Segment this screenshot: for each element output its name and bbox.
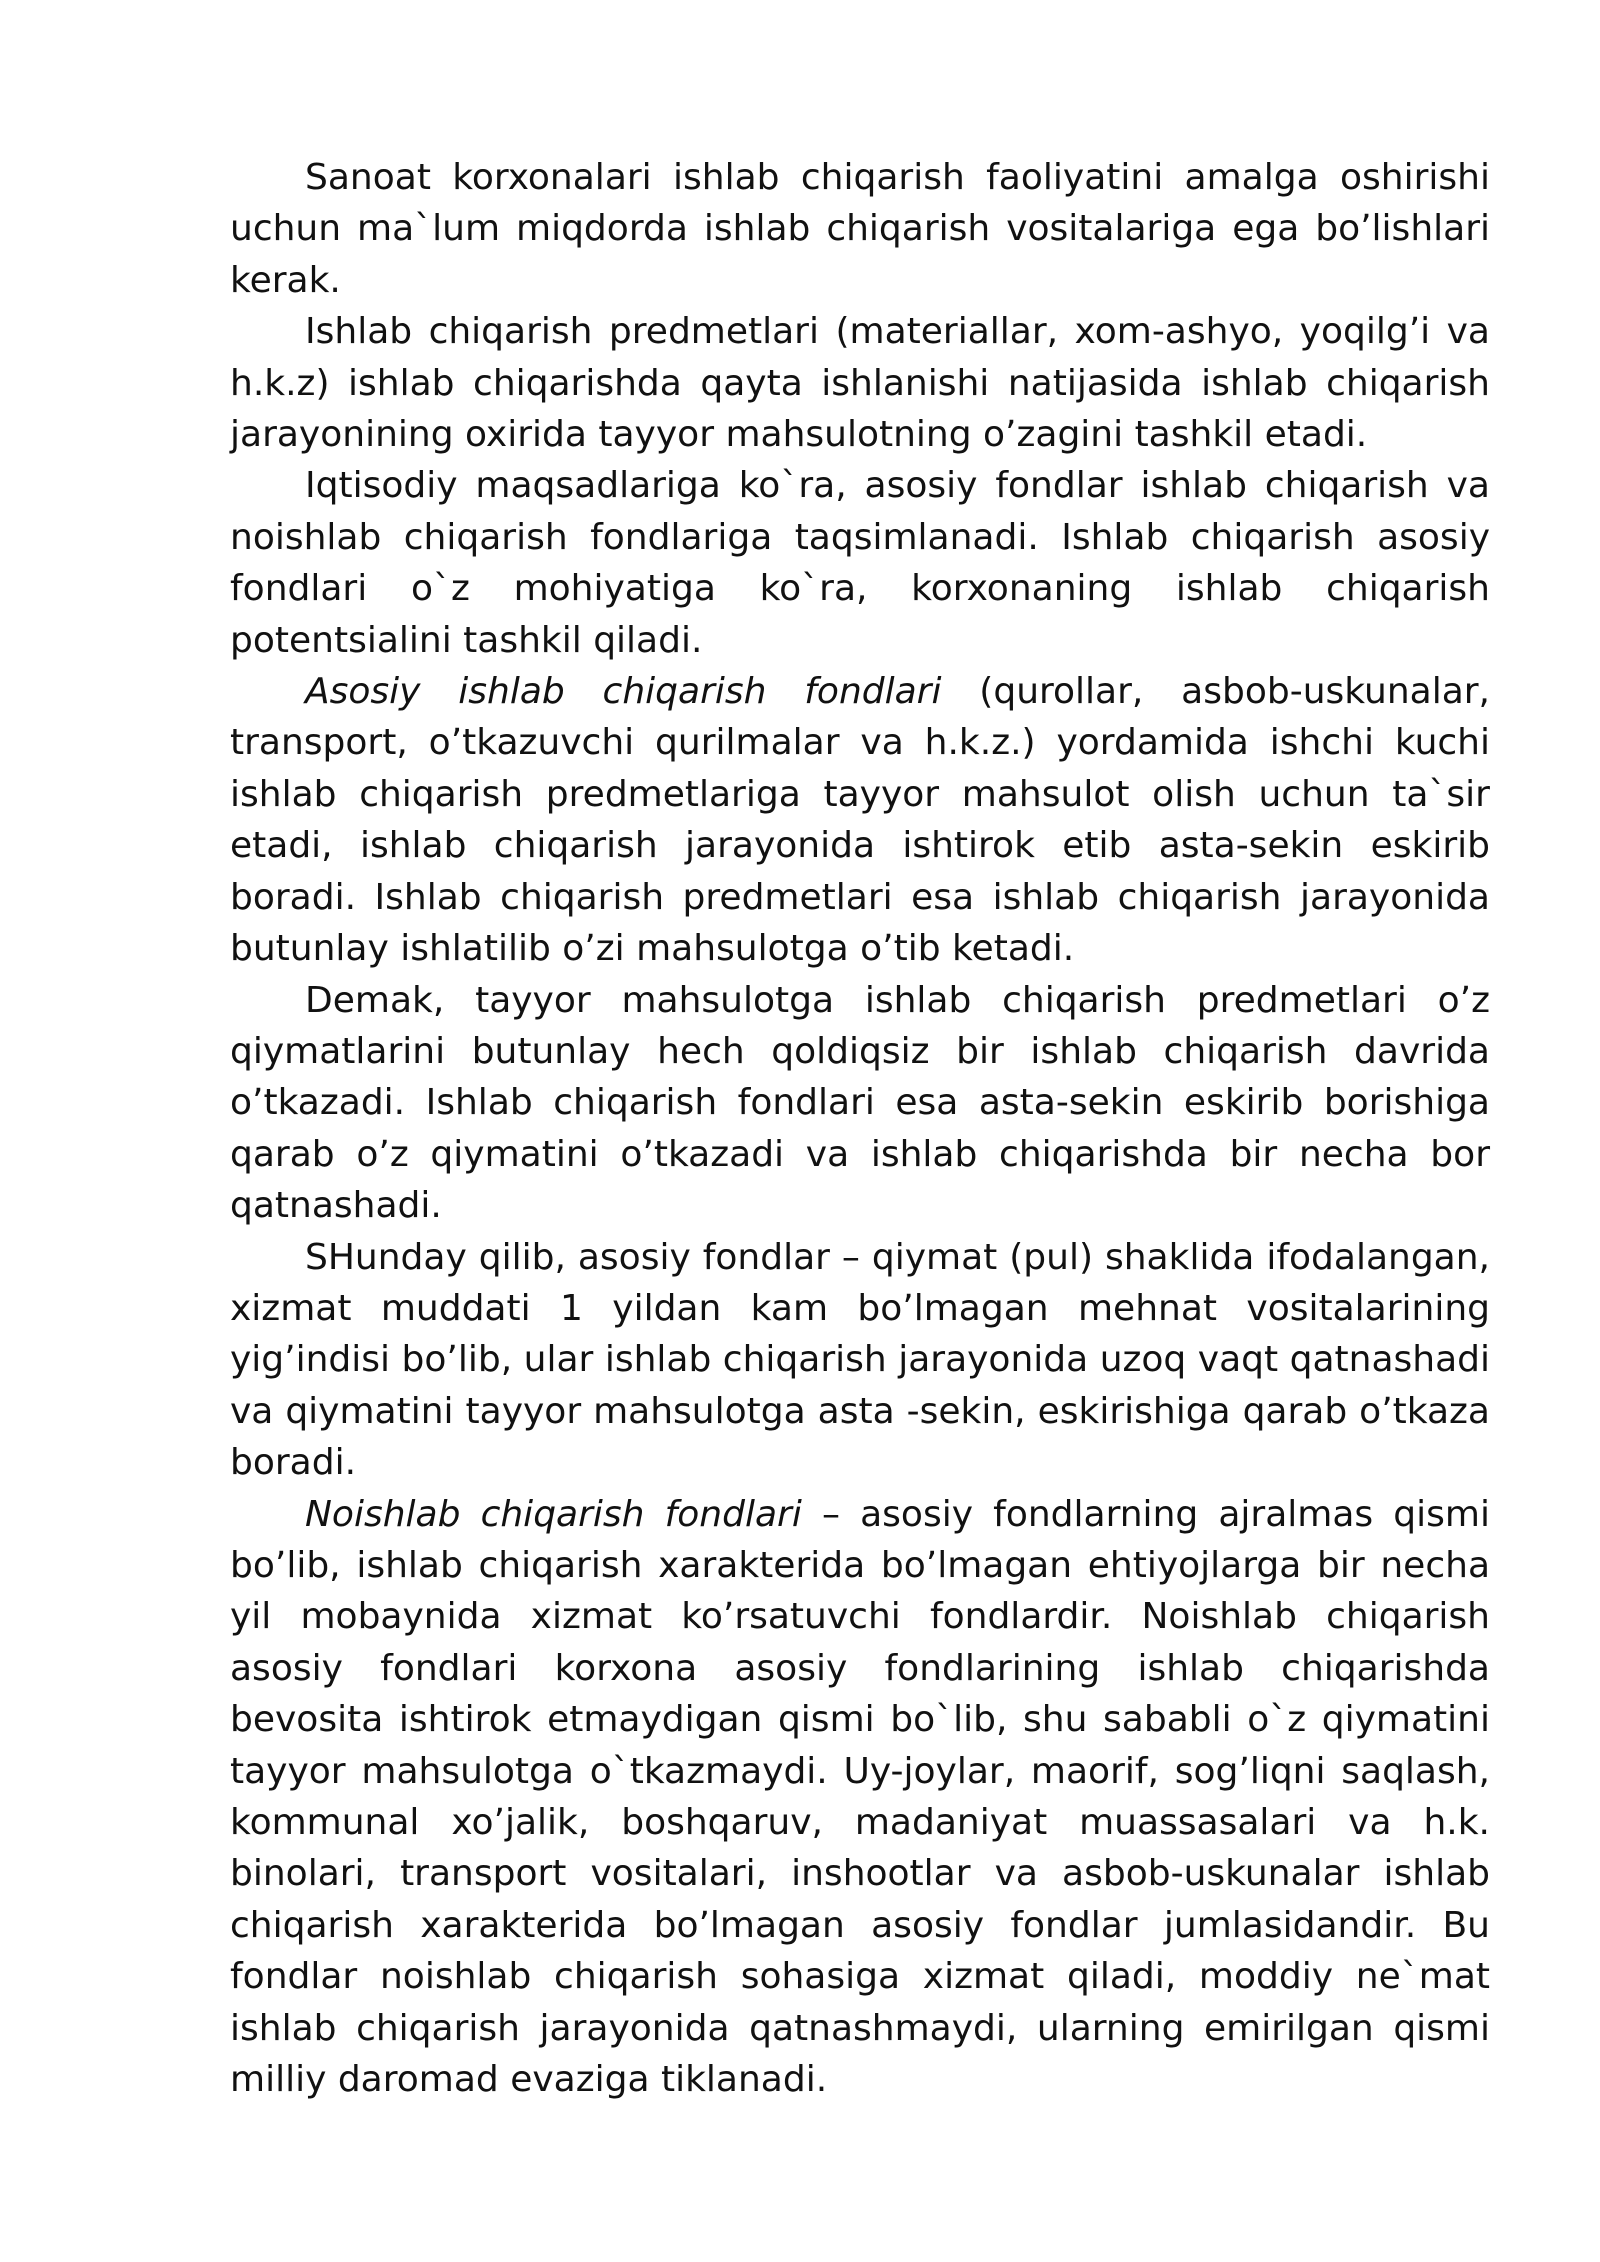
- paragraph-text: Iqtisodiy maqsadlariga ko`ra, asosiy fondlar ishlab chiqarish va noishlab chiqarish fondlariga taqsimlanadi. Ishlab chiqarish asosiy fondlari o`z mohiyatiga ko`ra, korxonaning ishlab chiqarish potentsialini tashkil qiladi.: [230, 465, 1490, 661]
- paragraph-text: (qurollar, asbob-uskunalar, transport, o’tkazuvchi qurilmalar va h.k.z.) yordamida ishchi kuchi ishlab chiqarish predmetlariga tayyor mahsulot olish uchun ta`sir etadi, ishlab chiqarish jarayonida ishtirok etib asta-sekin eskirib boradi. Ishlab chiqarish predmetlari esa ishlab chiqarish jarayonida butunlay ishlatilib o’zi mahsulotga o’tib ketadi.: [230, 671, 1491, 970]
- document-page: [230, 152, 1490, 2105]
- paragraph-text: Demak, tayyor mahsulotga ishlab chiqarish predmetlari o’z qiymatlarini butunlay hech qoldiqsiz bir ishlab chiqarish davrida o’tkazadi. Ishlab chiqarish fondlari esa asta-sekin eskirib borishiga qarab o’z qiymatini o’tkazadi va ishlab chiqarishda bir necha bor qatnashadi.: [230, 979, 1490, 1227]
- paragraph-5: [230, 975, 1490, 1232]
- paragraph-3: [230, 460, 1490, 666]
- paragraph-text: SHunday qilib, asosiy fondlar – qiymat (pul) shaklida ifodalangan, xizmat muddati 1 yildan kam bo’lmagan mehnat vositalarining yig’indisi bo’lib, ular ishlab chiqarish jarayonida uzoq vaqt qatnashadi va qiymatini tayyor mahsulotga asta -sekin, eskirishiga qarab o’tkaza boradi.: [230, 1236, 1490, 1484]
- paragraph-text: – asosiy fondlarning ajralmas qismi bo’lib, ishlab chiqarish xarakterida bo’lmagan ehtiyojlarga bir necha yil mobaynida xizmat ko’rsatuvchi fondlardir. Noishlab chiqarish asosiy fondlari korxona asosiy fondlarining ishlab chiqarishda bevosita ishtirok etmaydigan qismi bo`lib, shu sababli o`z qiymatini tayyor mahsulotga o`tkazmaydi. Uy-joylar, maorif, sog’liqni saqlash, kommunal xo’jalik, boshqaruv, madaniyat muassasalari va h.k. binolari, transport vositalari, inshootlar va asbob-uskunalar ishlab chiqarish xarakterida bo’lmagan asosiy fondlar jumlasidandir. Bu fondlar noishlab chiqarish sohasiga xizmat qiladi, moddiy ne`mat ishlab chiqarish jarayonida qatnashmaydi, ularning emirilgan qismi milliy daromad evaziga tiklanadi.: [230, 1493, 1490, 2101]
- paragraph-2: [230, 306, 1490, 460]
- paragraph-4: [230, 666, 1490, 974]
- italic-term: Noishlab chiqarish fondlari: [305, 1493, 802, 1535]
- paragraph-1: [230, 152, 1490, 306]
- paragraph-text: Ishlab chiqarish predmetlari (materiallar, xom-ashyo, yoqilg’i va h.k.z) ishlab chiqarishda qayta ishlanishi natijasida ishlab chiqarish jarayonining oxirida tayyor mahsulotning o’zagini tashkil etadi.: [230, 311, 1490, 456]
- italic-term: Asosiy ishlab chiqarish fondlari: [305, 671, 942, 713]
- paragraph-text: Sanoat korxonalari ishlab chiqarish faoliyatini amalga oshirishi uchun ma`lum miqdorda ishlab chiqarish vositalariga ega bo’lishlari kerak.: [230, 157, 1490, 301]
- paragraph-7: [230, 1489, 1490, 2106]
- paragraph-6: [230, 1232, 1490, 1489]
